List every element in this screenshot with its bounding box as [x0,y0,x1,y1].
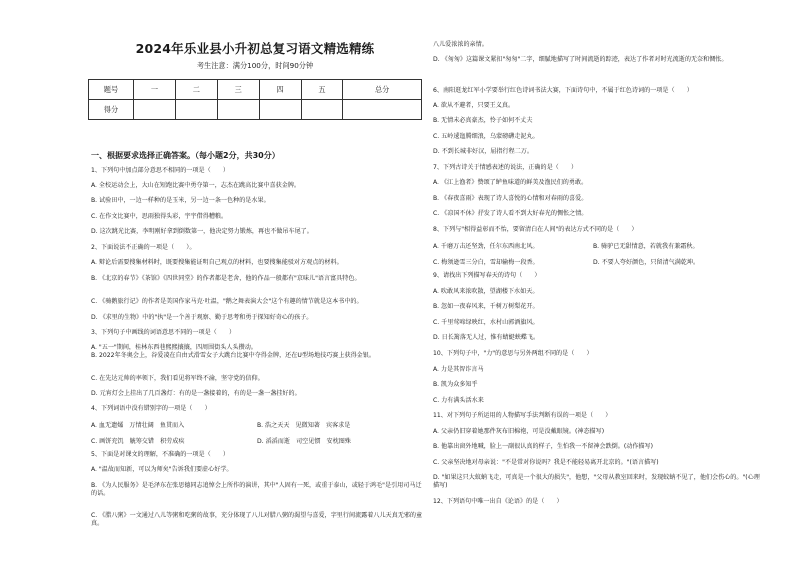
question-line: A. "五一"期间，桂林东西巷熙熙攘攘，四周围街头人头攒动。 [91,344,257,351]
question-line: 7、下列古诗关于情感表述的说法，正确的是（ ） [433,164,578,171]
question-line: 12、下列语句中唯一出自《论语》的是（ ） [433,498,563,505]
question-line: 10、下列句子中，"力"的意思与另外两组不同的是（ ） [433,350,593,357]
exam-note: 考生注意：满分100分，时间90分钟 [196,61,314,70]
question-line: A. 父亲仍旧穿着她那件灰布旧棉袍，可是没戴眼镜。(神态描写) [433,428,605,435]
page-title: 2024年乐业县小升初总复习语文精选精练 [135,41,375,56]
question-line: B. 无情未必真豪杰，怜子如何不丈夫 [433,117,533,124]
question-line: C. 在先达元帅的率领下，我们看见将军终不渝，坚守党的信仰。 [91,375,264,382]
question-line: 2、下面说法不正确的一项是（ ）。 [91,244,196,251]
question-line: C. 五岭逶迤腾细浪，乌蒙磅礴走泥丸。 [433,133,539,140]
score-table [88,79,422,120]
score-input-cell[interactable] [259,100,301,120]
question-line: D. 这次跳光比赛，李明刚好拿到倒数第一，他决定努力锻炼，再也不做吊车尾了。 [91,228,313,235]
question-line: 5、下面是对课文的理解，不准确的一项是（ ） [91,451,229,458]
question-line: C. 力有满头活水来 [433,397,484,404]
question-line: D. 不到长城非好汉，屈指行程二万。 [433,148,533,155]
question-line: D. 日长篱落无人过，惟有蜻蜓蛱蝶飞。 [433,334,540,341]
score-cell: 二 [175,80,217,100]
score-cell: 得分 [89,100,134,120]
question-line: C. 在作文比赛中，思雨独得头彩，宇宇借得糟粮。 [91,213,228,220]
score-input-cell[interactable] [175,100,217,120]
score-table-header-row [89,80,422,100]
question-line: B. 《春夜喜雨》表现了诗人喜悦的心情和对春雨的喜爱。 [433,195,588,202]
question-line: C. 父亲坚决地对母亲说："不是常对你说吗？我是不能轻易离开北京的。"(语言描写) [433,459,659,466]
question-line: C. 《骑鹅旅行记》的作者是美国作家马克·吐温，"鹅之舞表演大会"这个有趣的情节就是这本书中的。 [91,298,363,305]
score-cell: 四 [259,80,301,100]
question-line: A. 辩论后需要搜集材料时，既要搜集能证明自己观点的材料，也要搜集能驳对方观点的材料。 [91,259,343,266]
option: A. 千磨万击还坚劲，任尔东西南北风。 [433,243,539,250]
question-line: B. 凯为众多知乎 [433,381,478,388]
question-line: A. 吹敢风来浓吹散，望湖楼下水如天。 [433,288,539,295]
question-line: A. "温故而知新，可以为师矣"告诉我们要虚心好学。 [91,466,233,473]
option: B. 浩之天天 见微知著 宾客求是 [257,422,351,429]
question-line: B. 试验田中，一边一样种的是玉米，另一边一条一色种的是水果。 [91,197,270,204]
question-line: D. 《求里的生物》中的"执"是一个善于观察、勤于思考和勇于探知好奇心的孩子。 [91,314,313,321]
question-line: B. 《北京的春节》《茶馆》《四世同堂》的作者都是老舍，他的作品一般都有"京味儿"语言富具特色。 [91,275,361,282]
score-table-score-row [89,100,422,120]
question-line: C. 千里莺啼绿映红，水村山郭酒旗风。 [433,319,539,326]
question-line: 6、南阳逛龙红军小学要举行红色诗词书法大赛，下面诗句中，不属于红色诗词的一项是（ ） [433,87,693,94]
question-line: A. 力是其智诈言马 [433,366,484,373]
question-line: 3、下列句子中画线的词语意思不同的一项是（ ） [91,329,236,336]
score-input-cell[interactable] [343,100,422,120]
score-input-cell[interactable] [134,100,176,120]
question-line: A. 《江上渔者》赞颂了鲈鱼味道的鲜美及渔民们的勇敢。 [433,179,588,186]
question-line: D. "如果这只大蚊蚋飞走，可真是一个很大的损失"，他想，"父母从教室回来时，发现蚊蚋不见了，他们会伤心的。"(心理描写) [433,474,760,489]
score-cell: 五 [301,80,343,100]
score-cell: 一 [134,80,176,100]
score-cell: 题号 [89,80,134,100]
question-line: C. 《腊八粥》一文通过八儿等粥和吃粥的故事，充分体现了八儿对腊八粥的渴望与喜爱，字里行间流露着八儿天真无邪的童真。 [91,512,423,527]
question-line: C. 《凉国不休》抒发了诗人看不到大好春光的惆怅之情。 [433,210,588,217]
option: C. 画饼充饥 觥筹交错 积劳成疾 [91,438,185,445]
score-input-cell[interactable] [301,100,343,120]
question-line: B. 《为人民服务》是毛泽东在张思德同志追悼会上所作的演讲，其中"人固有一死，或重于泰山，或轻于鸿毛"是引用司马迁的话。 [91,482,422,497]
question-line: B. 2022年冬奥会上，谷爱凌在自由式滑雪女子大跳台比赛中夺得金牌，还在U型场地技巧赛上获得金银。 [91,352,375,359]
option: B. 骑驴已无甜情意，若就我有兼霜秋。 [593,243,699,250]
option: C. 梅须逊雪三分白，雪却输梅一段香。 [433,259,539,266]
question-line: 11、对下列句子所运用的人物描写手法判断有误的一项是（ ） [433,412,612,419]
score-cell: 三 [217,80,259,100]
question-line: B. 他靠出窗外地喊，脸上一副很认真的样子，生怕我一不留神会跌倒。(动作描写) [433,443,653,450]
option: A. 血无遗孀 万情壮阔 鱼贯而入 [91,422,185,429]
option: D. 滔滔而逝 司空见惯 安枕图殊 [257,438,351,445]
question-line: 1、下列句中加点部分意思不相同的一项是（ ） [91,167,229,174]
section-heading: 一、根据要求选择正确答案。（每小题2分，共30分） [91,151,280,160]
option: D. 不要人夸好颜色，只留清气满乾坤。 [593,259,700,266]
question-line: 八儿爱浓浓的亲情。 [433,41,488,48]
question-line: A. 欲从不避者，只要王义真。 [433,102,515,109]
question-line: D. 《匆匆》这篇课文紧扣"匆匆"二字，细腻地描写了时间流逝的踪迹，表达了作者对时光流逝的无奈和惆怅。 [433,56,728,63]
question-line: A. 全校运动会上，大山在短跑比赛中勇夺第一，志杰在跳高比赛中喜获金牌。 [91,182,301,189]
question-line: 4、下列词语中没有错别字的一项是（ ） [91,405,211,412]
score-cell: 总分 [343,80,422,100]
score-input-cell[interactable] [217,100,259,120]
question-line: 9、请找出下列描写春天的诗句（ ） [433,272,541,279]
question-line: 8、下列与"相得益彰而不怡，要留清白在人间"的表达方式不同的是（ ） [433,226,638,233]
question-line: D. 元宵灯会上挂出了几百盏灯：有的是一盏接着的，有的是一盏一盏挂好的。 [91,390,301,397]
question-line: B. 忽如一夜春风来，千树万树梨花开。 [433,303,539,310]
